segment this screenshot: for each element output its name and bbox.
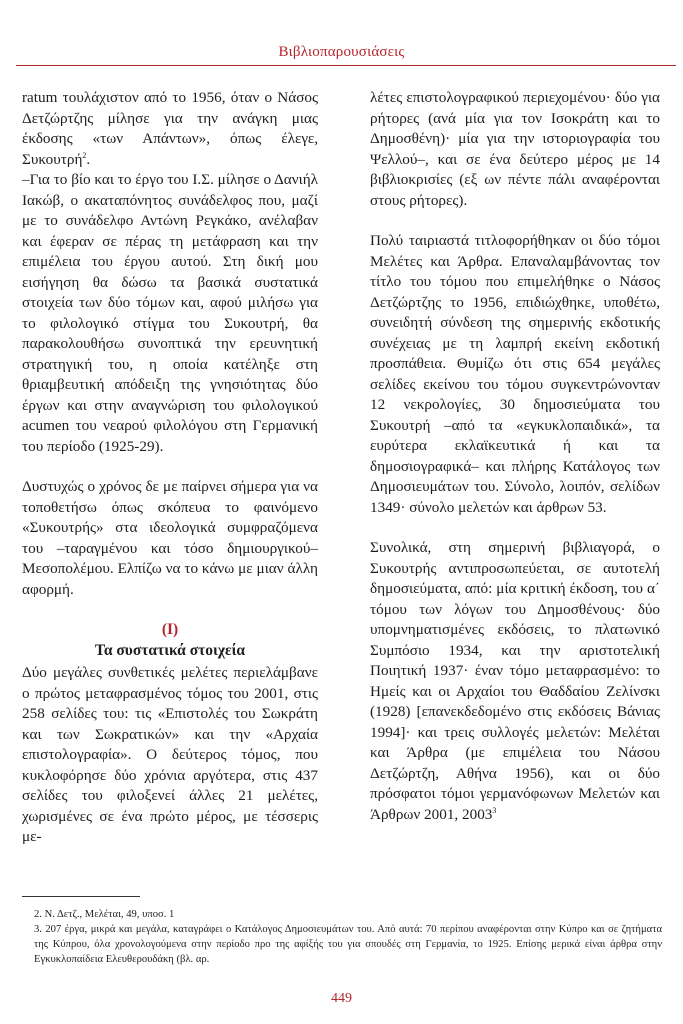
footnote-ref[interactable]: 3 xyxy=(492,805,497,815)
paragraph: Δύο μεγάλες συνθετικές μελέτες περιελάμβανε ο πρώτος μεταφρασμένος τόμος του 2001, στις 258 σελίδες του: τις «Επιστολές του Σωκράτη και των Σωκρατικών» και την «Αρχαία επιστολογραφία». Ο δεύτερος τόμος, που κυκλοφόρησε δύο χρόνια αργότερα, στις 437 σελίδες του φιλοξενεί άλλες 21 μελέτες, χωρισμένες σε ένα πρώτο μέρος, με τέσσερις με- xyxy=(22,664,318,845)
paragraph-text: Συνολικά, στη σημερινή βιβλιαγορά, ο Συκουτρής αντιπροσωπεύεται, σε αυτοτελή δημοσιεύματα, από: μία κριτική έκδοση, του α΄ τόμου των λόγων του Δημοσθένους· δύο υπομνηματισμένες εκδόσεις, το πλατωνικό Συμπόσιο 1934, και την αριστοτελική Ποιητική 1937· έναν τόμο μεταφρασμένο: το Ημείς και οι Αρχαίοι του Θαδδαίου Ζελίνσκι (1928) [επανεκδεδομένο στις εκδόσεις Βάνιας 1994]· και τρεις συλλογές μελετών: Μελέται και Άρθρα (με επιμέλεια του Νάσου Δετζώρτζη, Αθήνα 1956), και οι δύο πρόσφατοι τόμοι γερμανόφωνων Μελετών και Άρθρων 2001, 2003 xyxy=(370,539,660,823)
section-title: Τα συστατικά στοιχεία xyxy=(94,641,246,659)
left-column xyxy=(22,88,318,848)
page-number: 449 xyxy=(331,991,352,1006)
footnote-ref[interactable]: 2 xyxy=(82,150,87,160)
header-rule xyxy=(16,65,676,66)
right-column xyxy=(370,88,660,825)
running-head: Βιβλιοπαρουσιάσεις xyxy=(278,44,405,60)
footnotes xyxy=(22,907,662,967)
paragraph-end: . xyxy=(86,150,91,168)
paragraph xyxy=(22,88,318,170)
section-number: (I) xyxy=(161,621,179,638)
footnote-rule xyxy=(22,896,140,897)
paragraph xyxy=(370,538,660,825)
paragraph: λέτες επιστολογραφικού περιεχομένου· δύο για ρήτορες (ανά μία για τον Ισοκράτη και το Δημοσθένη)· μία για την ιστοριογραφία του Ψελλού–, και σε ένα δεύτερο μέρος με 14 βιβλιοκρισίες (εξ ων πέντε πάλι αναφέρονται στους ρήτορες). xyxy=(370,89,660,209)
paragraph-text: ratum τουλάχιστον από το 1956, όταν ο Νάσος Δετζώρτζης μίλησε για την ανάγκη μιας έκδοσης «των Απάντων», όπως έλεγε, Συκουτρή xyxy=(22,89,318,168)
footnote-2: 2. Ν. Δετζ., Μελέται, 49, υποσ. 1 xyxy=(34,909,175,920)
paragraph: Πολύ ταιριαστά τιτλοφορήθηκαν οι δύο τόμοι Μελέτες και Άρθρα. Επαναλαμβάνοντας τον τίτλο του τόμου που επιμελήθηκε ο Νάσος Δετζώρτζης το 1956, επιδιώχθηκε, υποθέτω, συνειδητή σύνδεση της σημερινής εκδοτικής συνέχειας με τη λαμπρή εκείνη εκδοτική προσπάθεια. Θυμίζω ότι στις 654 μεγάλες σελίδες εκείνου του τόμου συγκεντρώνονταν 12 νεκρολογίες, 30 δημοσιεύματα του Συκουτρή –από τα «εγκυκλοπαιδικά», τα ευρύτερα εκλαϊκευτικά ή και τα δημοσιογραφικά– και πλήρης Κατάλογος των Δημοσιευμάτων του. Σύνολο, λοιπόν, σελίδων 1349· σύνολο μελετών και άρθρων 53. xyxy=(370,232,660,516)
paragraph: Δυστυχώς ο χρόνος δε με παίρνει σήμερα για να τοποθετήσω όπως σκόπευα το φαινόμενο «Συκουτρής» στα ιδεολογικά συμφραζόμενα του –ταραγμένου και τόσο δημιουργικού– Μεσοπολέμου. Ελπίζω να το κάνω με μιαν άλλη αφορμή. xyxy=(22,478,318,598)
paragraph: –Για το βίο και το έργο του Ι.Σ. μίλησε ο Δανιήλ Ιακώβ, ο ακαταπόνητος συνάδελφος που, μαζί με το συνάδελφο Αντώνη Ρεγκάκο, ανέλαβαν και έφεραν σε πέρας τη μετάφραση και την επιμέλεια του έργου αυτού. Στη δική μου εισήγηση θα δώσω τα βασικά συστατικά στοιχεία των δύο τόμων και, αφού μιλήσω για το φιλολογικό στίγμα του Συκουτρή, θα παρακολουθήσω συνοπτικά την ερευνητική στρατηγική του, η οποία κατέληξε στη θριαμβευτική απόδειξη της γνησιότητας δύο έργων και στην αναγνώριση του φιλολογικού acumen του νεαρού φιλολόγου στη Γερμανική του περίοδο (1925-29). xyxy=(22,171,318,455)
footnote-3: 3. 207 έργα, μικρά και μεγάλα, καταγράφει ο Κατάλογος Δημοσιευμάτων του. Από αυτά: 70 περίπου αναφέρονται στην Κύπρο και σε ζητήματα της Κύπρου, όλα χρονολογούμενα στην περίοδο προ της αφίξής του για σπουδές στη Γερμανία, το 1925. Επίσης μερικά είναι άρθρα στην Εγκυκλοπαίδεια Ελευθερουδάκη (βλ. αρ. xyxy=(34,924,662,965)
